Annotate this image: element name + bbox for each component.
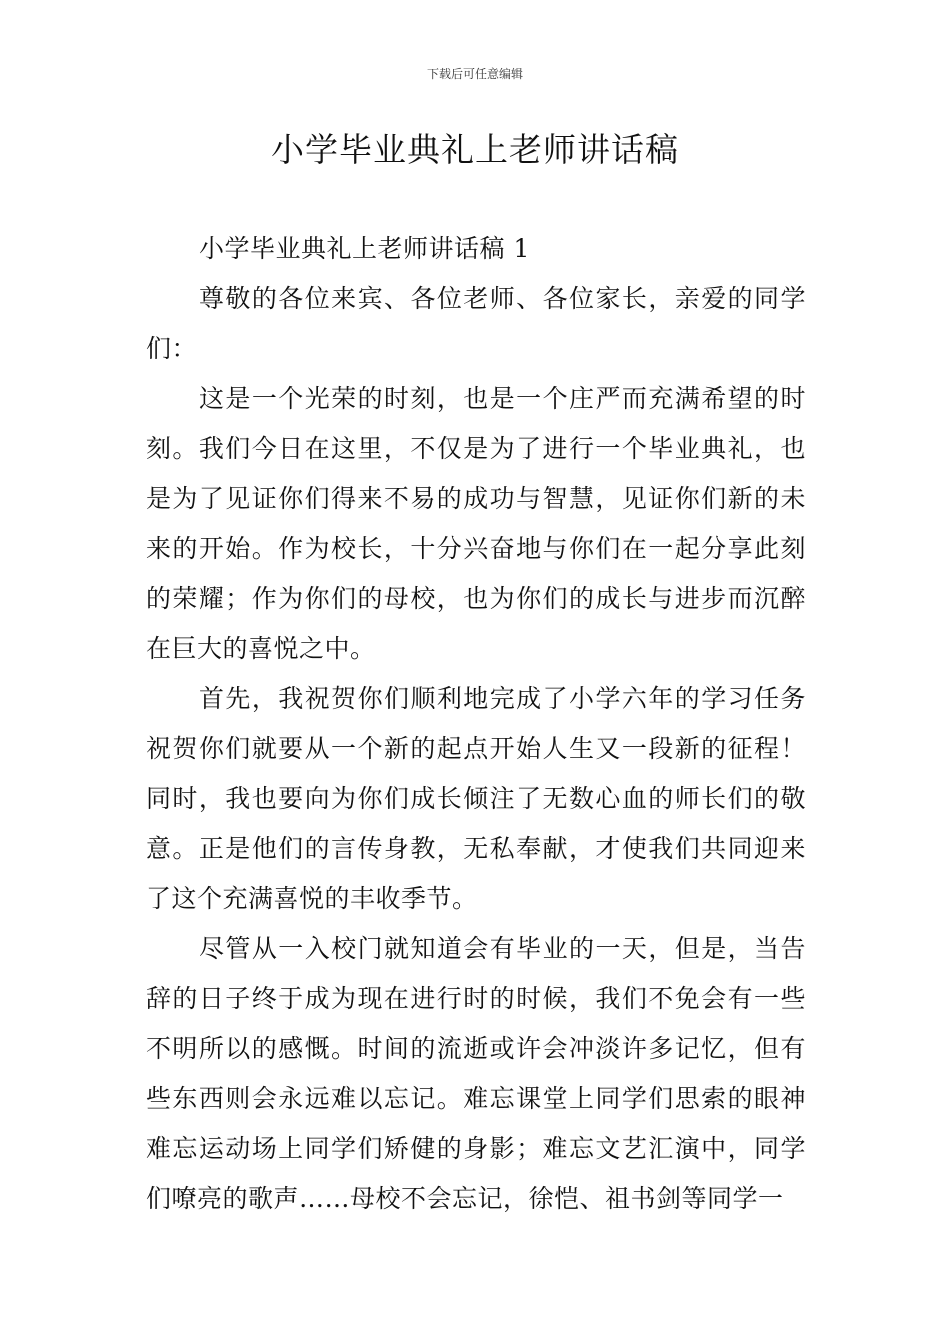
- body-paragraph: 首先，我祝贺你们顺利地完成了小学六年的学习任务祝贺你们就要从一个新的起点开始人生又一段新的征程！同时，我也要向为你们成长倾注了无数心血的师长们的敬意。正是他们的言传身教，无私奉献，才使我们共同迎来了这个充满喜悦的丰收季节。: [146, 684, 806, 913]
- body-paragraph: 这是一个光荣的时刻，也是一个庄严而充满希望的时刻。我们今日在这里，不仅是为了进行一个毕业典礼，也是为了见证你们得来不易的成功与智慧，见证你们新的未来的开始。作为校长，十分兴奋地与你们在一起分享此刻的荣耀；作为你们的母校，也为你们的成长与进步而沉醉在巨大的喜悦之中。: [146, 384, 806, 663]
- section-heading: 小学毕业典礼上老师讲话稿 1: [199, 234, 530, 263]
- document-body: [146, 224, 806, 1224]
- page-header-note: 下载后可任意编辑: [426, 67, 523, 81]
- greeting-paragraph: 尊敬的各位来宾、各位老师、各位家长，亲爱的同学们：: [146, 284, 806, 363]
- body-paragraph: 尽管从一入校门就知道会有毕业的一天，但是，当告辞的日子终于成为现在进行时的时候，我们不免会有一些不明所以的感慨。时间的流逝或许会冲淡许多记忆，但有些东西则会永远难以忘记。难忘课堂上同学们思索的眼神难忘运动场上同学们矫健的身影；难忘文艺汇演中，同学们嘹亮的歌声……母校不会忘记，徐恺、祖书剑等同学一: [146, 934, 806, 1213]
- document-title: 小学毕业典礼上老师讲话稿: [271, 130, 679, 169]
